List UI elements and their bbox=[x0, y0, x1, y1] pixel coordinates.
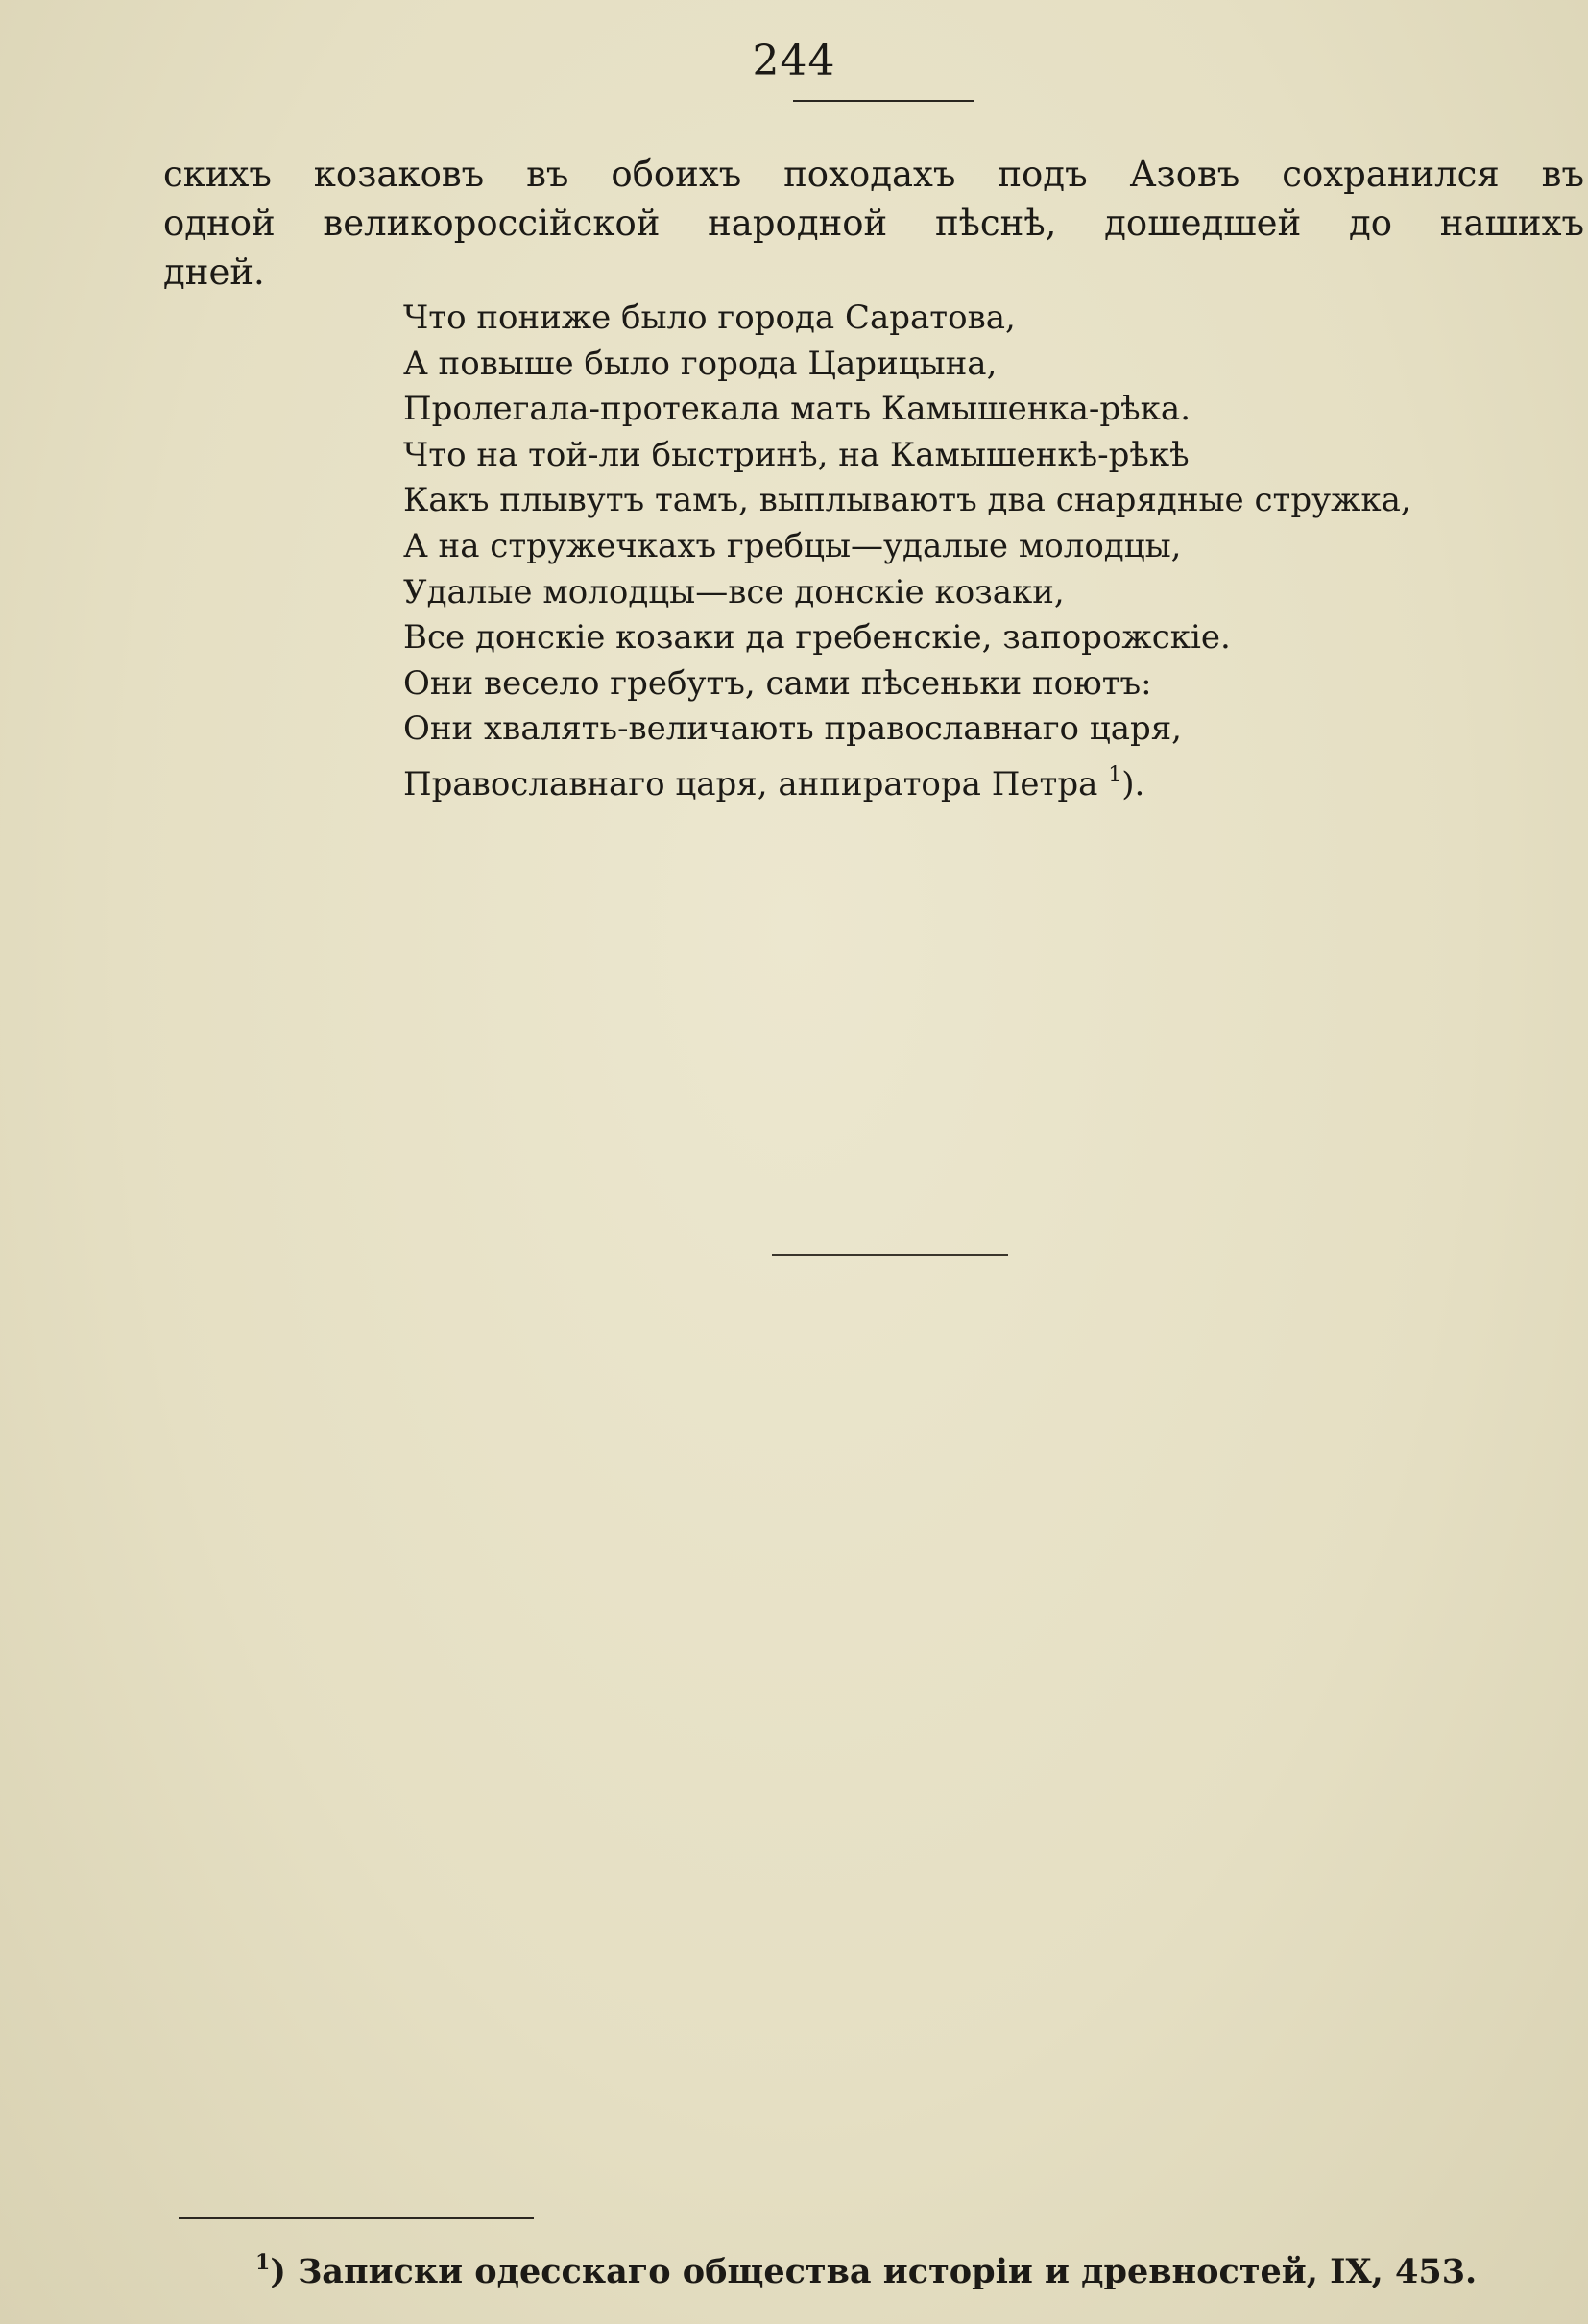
verse-line: А на стружечкахъ гребцы—удалые молодцы, bbox=[403, 526, 1182, 565]
intro-line: одной великороссійской народной пѣснѣ, дошедшей до нашихъ bbox=[163, 203, 1584, 244]
verse-line: А повыше было города Царицына, bbox=[403, 344, 998, 383]
verse-line: Они хвалять-величають православнаго царя, bbox=[403, 709, 1182, 749]
footnote-divider bbox=[179, 2217, 534, 2219]
verse-line: Все донскіе козаки да гребенскіе, запорожскіе. bbox=[403, 618, 1231, 658]
verse-line: Удалые молодцы—все донскіе козаки, bbox=[403, 572, 1065, 611]
verse-line: Какъ плывутъ тамъ, выплываютъ два снарядные стружка, bbox=[403, 481, 1411, 520]
footnote-marker-paren: ) bbox=[270, 2252, 286, 2291]
verse-line-text: Православнаго царя, анпиратора Петра bbox=[403, 764, 1098, 803]
verse-line: Что пониже было города Саратова, bbox=[403, 299, 1016, 337]
intro-line: скихъ козаковъ въ обоихъ походахъ подъ Азовъ сохранился въ bbox=[163, 154, 1584, 195]
footnote-marker: 1 bbox=[255, 2250, 271, 2275]
page-number: 244 bbox=[752, 36, 836, 85]
intro-line: дней. bbox=[163, 252, 265, 293]
verse-line: Что на той-ли быстринѣ, на Камышенкѣ-рѣкѣ bbox=[403, 435, 1190, 474]
verse-line: Они весело гребутъ, сами пѣсеньки поютъ: bbox=[403, 663, 1152, 703]
verse-line: Пролегала-протекала мать Камышенка-рѣка. bbox=[403, 390, 1191, 429]
footnote-text: Записки одесскаго общества исторіи и древностей, IX, 453. bbox=[298, 2252, 1478, 2291]
song-verse bbox=[403, 296, 1555, 808]
footnote-reference: 1 bbox=[1108, 762, 1122, 787]
page-number-underline bbox=[793, 100, 974, 102]
section-divider bbox=[772, 1254, 1008, 1256]
footnote bbox=[255, 2240, 1504, 2294]
intro-paragraph bbox=[163, 150, 1584, 297]
verse-closing: ). bbox=[1121, 764, 1145, 803]
verse-line-last bbox=[403, 753, 1555, 808]
